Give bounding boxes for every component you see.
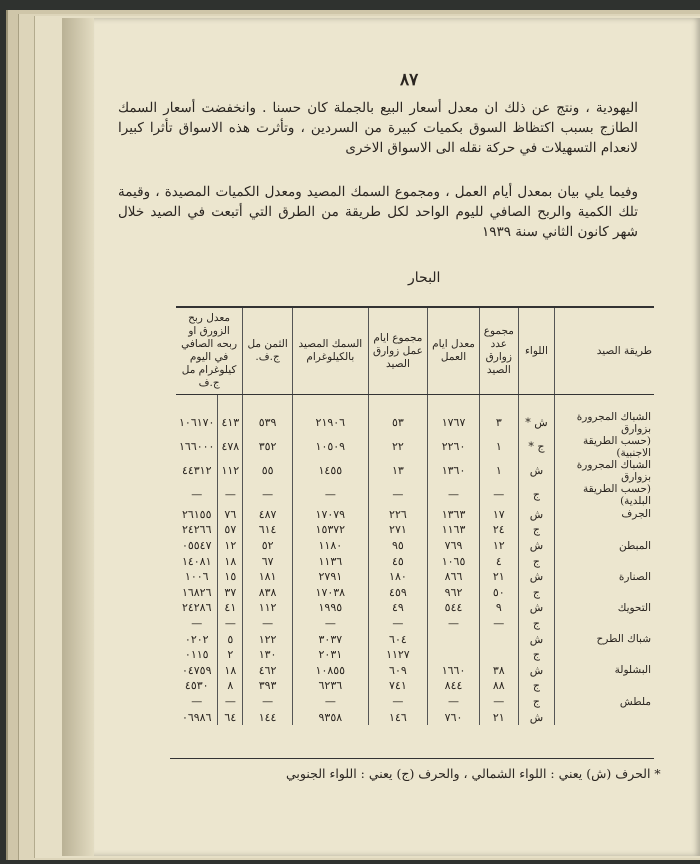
- spacer-cell: [428, 395, 480, 411]
- row-method: [555, 553, 654, 569]
- row-district: ج: [518, 483, 554, 507]
- row-price: ١٤٤: [243, 709, 293, 725]
- table-spacer: [176, 395, 654, 411]
- header-profit: معدل ربح الزورق او ربحه الصافي في اليوم كيلوغرام مل ج.ف: [176, 307, 243, 395]
- row-profit-total: ٠٦٩٨٦: [181, 710, 212, 724]
- footnote-rule: [170, 758, 654, 759]
- row-days: [428, 631, 480, 647]
- row-profit: ١١٢: [218, 459, 243, 483]
- row-boat-days: —: [368, 694, 428, 710]
- row-price: ٤٦٢: [243, 663, 293, 679]
- row-profit-total: —: [191, 617, 203, 631]
- row-days: ٧٦٩: [428, 538, 480, 554]
- row-price: —: [243, 616, 293, 632]
- row-boat-days: ٢٧١: [368, 522, 428, 538]
- row-profit: —: [218, 483, 243, 507]
- row-district: ج: [518, 553, 554, 569]
- row-method: [555, 647, 654, 663]
- row-profit-total: ١٠٦١٧٠: [179, 416, 215, 430]
- row-boat-days: ٩٥: [368, 538, 428, 554]
- row-boat-days: ٥٣: [368, 411, 428, 435]
- row-district: ج: [518, 694, 554, 710]
- row-days: ٨٤٤: [428, 678, 480, 694]
- row-days: ٨٦٦: [428, 569, 480, 585]
- row-profit-total: —: [191, 488, 203, 502]
- row-method: التحويك: [555, 600, 654, 616]
- row-profit-total: ١٦٨٢٦: [181, 585, 212, 599]
- row-price: ٣٥٢: [243, 435, 293, 459]
- row-catch: ١١٨٠: [293, 538, 369, 554]
- row-price: ٤٨٧: [243, 507, 293, 523]
- row-catch: ٢٧٩١: [293, 569, 369, 585]
- row-profit: ١٥: [218, 569, 243, 585]
- table-row: [176, 678, 654, 694]
- table-row: [176, 553, 654, 569]
- row-method: البشلولة: [555, 663, 654, 679]
- row-price: ٨٣٨: [243, 585, 293, 601]
- row-profit-total: ٠٥٥٤٧: [181, 539, 212, 553]
- page-number: ٨٧: [400, 70, 419, 90]
- row-catch: ١٠٨٥٥: [293, 663, 369, 679]
- row-profit-total: —: [191, 695, 203, 709]
- row-days: ٢٢٦٠: [428, 435, 480, 459]
- row-boat-days: ٤٥: [368, 553, 428, 569]
- row-method: شباك الطرح: [555, 631, 654, 647]
- paragraph: وفيما يلي بيان بمعدل أيام العمل ، ومجموع السمك المصيد ومعدل الكميات المصيدة ، وقيمة تلك الكمية والربح الصافي لليوم الواحد لكل طريقة من الطرق التي أتبعت في الصيد خلال شهر كانون الثاني سنة ١٩٣٩: [118, 184, 638, 240]
- row-price: —: [243, 694, 293, 710]
- row-method: [555, 678, 654, 694]
- book-gutter: [62, 18, 94, 856]
- spacer-cell: [479, 395, 518, 411]
- row-price: ١٨١: [243, 569, 293, 585]
- row-profit: ١٨: [218, 553, 243, 569]
- row-price: ٥٢: [243, 538, 293, 554]
- row-district: ش: [518, 663, 554, 679]
- row-profit: ٤١: [218, 600, 243, 616]
- row-method: [555, 709, 654, 725]
- row-profit: ٢: [218, 647, 243, 663]
- paragraph: اليهودية ، ونتج عن ذلك ان معدل أسعار البيع بالجملة كان حسنا . وانخفضت أسعار السمك الطازج بسبب اكتظاظ السوق بكميات كبيرة من السردين ، وتأثرت هذه الاسواق تأثرا كبيرا لانعدام التسهيلات في حركة نقله الى الاسواق الاخرى: [118, 100, 638, 156]
- row-boats: ١: [479, 459, 518, 483]
- row-district: ج: [518, 647, 554, 663]
- row-district: ج: [518, 585, 554, 601]
- row-boats: ٣: [479, 411, 518, 435]
- row-method: (حسب الطريقة البلدية): [555, 483, 654, 507]
- row-days: ١٧٦٧: [428, 411, 480, 435]
- row-profit-total: ١٠٠٦: [184, 570, 209, 584]
- table-row: [176, 459, 654, 483]
- row-method: [555, 616, 654, 632]
- row-boat-days: ٦٠٩: [368, 663, 428, 679]
- row-boats: [479, 631, 518, 647]
- row-profit-total: ٠١١٥: [184, 648, 209, 662]
- row-district: ش: [518, 569, 554, 585]
- row-catch: ١٩٩٥: [293, 600, 369, 616]
- row-days: —: [428, 694, 480, 710]
- row-boats: ٨٨: [479, 678, 518, 694]
- row-boat-days: ٤٩: [368, 600, 428, 616]
- row-catch: ٦٢٣٦: [293, 678, 369, 694]
- row-catch: ٩٣٥٨: [293, 709, 369, 725]
- row-boat-days: ١٤٦: [368, 709, 428, 725]
- header-method: طريقة الصيد: [555, 307, 654, 395]
- header-days: معدل ايام العمل: [428, 307, 480, 395]
- table-row: [176, 709, 654, 725]
- table-row: [176, 694, 654, 710]
- fishing-table: [176, 306, 654, 725]
- row-price: ٥٥: [243, 459, 293, 483]
- row-catch: ١٧٠٧٩: [293, 507, 369, 523]
- table-row: [176, 411, 654, 435]
- footnote: * الحرف (ش) يعني : اللواء الشمالي ، والحرف (ج) يعني : اللواء الجنوبي: [286, 766, 661, 781]
- row-district: ج *: [518, 435, 554, 459]
- table-row: [176, 647, 654, 663]
- row-boat-days: ٤٥٩: [368, 585, 428, 601]
- row-method: الصنارة: [555, 569, 654, 585]
- table-row: [176, 616, 654, 632]
- row-profit: ٧٦: [218, 507, 243, 523]
- row-profit: ٣٧: [218, 585, 243, 601]
- row-profit-total: ١٦٦٠٠٠: [179, 440, 215, 454]
- row-boats: ١٧: [479, 507, 518, 523]
- row-profit: ٨: [218, 678, 243, 694]
- row-price: ٦١٤: [243, 522, 293, 538]
- row-days: ٧٦٠: [428, 709, 480, 725]
- row-boat-days: —: [368, 616, 428, 632]
- row-boats: ٢١: [479, 709, 518, 725]
- row-method: [555, 522, 654, 538]
- row-price: ٥٣٩: [243, 411, 293, 435]
- row-method: الشباك المجرورة بزوارق: [555, 411, 654, 435]
- row-district: ج: [518, 616, 554, 632]
- row-boats: ١: [479, 435, 518, 459]
- row-boat-days: ١٨٠: [368, 569, 428, 585]
- table-row: [176, 569, 654, 585]
- row-boats: [479, 647, 518, 663]
- row-profit-total: ١٤٠٨١: [181, 554, 212, 568]
- row-boat-days: ١٣: [368, 459, 428, 483]
- row-days: [428, 647, 480, 663]
- row-district: ج: [518, 522, 554, 538]
- header-price: الثمن مل ج.ف.: [243, 307, 293, 395]
- row-method: (حسب الطريقة الاجنبية): [555, 435, 654, 459]
- spacer-cell: [176, 395, 218, 411]
- row-boats: ٩: [479, 600, 518, 616]
- row-profit: ١٨: [218, 663, 243, 679]
- table-row: [176, 522, 654, 538]
- row-catch: —: [293, 616, 369, 632]
- row-catch: ١٠٥٠٩: [293, 435, 369, 459]
- row-boats: ٢١: [479, 569, 518, 585]
- row-boats: ٤: [479, 553, 518, 569]
- row-profit: ٤١٣: [218, 411, 243, 435]
- row-method: الجرف: [555, 507, 654, 523]
- header-catch: السمك المصيد بالكيلوغرام: [293, 307, 369, 395]
- row-boats: ٢٤: [479, 522, 518, 538]
- spacer-cell: [243, 395, 293, 411]
- row-catch: —: [293, 694, 369, 710]
- row-profit-total: ٢٤٢٦٦: [181, 523, 212, 537]
- table-row: [176, 538, 654, 554]
- row-price: ٦٧: [243, 553, 293, 569]
- row-method: ملطش: [555, 694, 654, 710]
- row-boats: —: [479, 483, 518, 507]
- row-catch: ٢٠٣١: [293, 647, 369, 663]
- row-catch: ١٧٠٣٨: [293, 585, 369, 601]
- row-boat-days: ٢٢٦: [368, 507, 428, 523]
- row-profit: ١٢: [218, 538, 243, 554]
- row-profit-total: ٤٥٣٠: [184, 679, 209, 693]
- row-price: —: [243, 483, 293, 507]
- row-days: ١١٦٣: [428, 522, 480, 538]
- spacer-cell: [218, 395, 243, 411]
- table-row: [176, 600, 654, 616]
- table-row: [176, 435, 654, 459]
- row-profit: —: [218, 616, 243, 632]
- row-profit-total: ٤٤٣١٢: [181, 464, 212, 478]
- row-district: ج: [518, 678, 554, 694]
- row-boat-days: —: [368, 483, 428, 507]
- spacer-cell: [293, 395, 369, 411]
- row-days: ١٠٦٥: [428, 553, 480, 569]
- row-catch: —: [293, 483, 369, 507]
- row-method: المبطن: [555, 538, 654, 554]
- row-days: —: [428, 616, 480, 632]
- row-district: ش: [518, 507, 554, 523]
- table-row: [176, 663, 654, 679]
- row-district: ش: [518, 600, 554, 616]
- row-profit-total: ٢٤٢٨٦: [181, 601, 212, 615]
- row-boats: —: [479, 616, 518, 632]
- row-days: ٥٤٤: [428, 600, 480, 616]
- row-days: ١٦٦٠: [428, 663, 480, 679]
- row-price: ١٢٢: [243, 631, 293, 647]
- row-profit: ٦٤: [218, 709, 243, 725]
- row-catch: ١٥٣٧٢: [293, 522, 369, 538]
- row-days: ١٣٦٣: [428, 507, 480, 523]
- row-profit-total: ٢٦١٥٥: [181, 507, 212, 521]
- table-row: [176, 631, 654, 647]
- spacer-cell: [518, 395, 554, 411]
- row-profit: —: [218, 694, 243, 710]
- row-boat-days: ٧٤١: [368, 678, 428, 694]
- row-boat-days: ٢٢: [368, 435, 428, 459]
- row-price: ٣٩٣: [243, 678, 293, 694]
- row-boat-days: ١١٢٧: [368, 647, 428, 663]
- row-boats: ٥٠: [479, 585, 518, 601]
- header-district: اللواء: [518, 307, 554, 395]
- row-profit: ٤٧٨: [218, 435, 243, 459]
- row-boat-days: ٦٠٤: [368, 631, 428, 647]
- row-district: ش: [518, 631, 554, 647]
- row-district: ش: [518, 459, 554, 483]
- table-row: [176, 585, 654, 601]
- row-catch: ١٤٥٥: [293, 459, 369, 483]
- row-profit-total: ٠٢٠٢: [184, 632, 209, 646]
- table-row: [176, 507, 654, 523]
- row-district: ش: [518, 538, 554, 554]
- table-caption: البحار: [408, 270, 441, 286]
- row-price: ١٣٠: [243, 647, 293, 663]
- row-profit: ٥: [218, 631, 243, 647]
- row-catch: ٣٠٣٧: [293, 631, 369, 647]
- row-days: ٩٦٢: [428, 585, 480, 601]
- row-catch: ١١٣٦: [293, 553, 369, 569]
- spacer-cell: [368, 395, 428, 411]
- row-boats: —: [479, 694, 518, 710]
- row-district: ش: [518, 709, 554, 725]
- row-catch: ٢١٩٠٦: [293, 411, 369, 435]
- row-boats: ٣٨: [479, 663, 518, 679]
- table-row: [176, 483, 654, 507]
- row-method: [555, 585, 654, 601]
- row-method: الشباك المجرورة بزوارق: [555, 459, 654, 483]
- spacer-cell: [555, 395, 654, 411]
- row-price: ١١٢: [243, 600, 293, 616]
- row-days: ١٣٦٠: [428, 459, 480, 483]
- row-profit: ٥٧: [218, 522, 243, 538]
- row-profit-total: ٠٤٧٥٩: [181, 663, 212, 677]
- header-boats: مجموع عدد زوارق الصيد: [479, 307, 518, 395]
- row-boats: ١٢: [479, 538, 518, 554]
- row-days: —: [428, 483, 480, 507]
- row-district: ش *: [518, 411, 554, 435]
- header-boat-days: مجموع ايام عمل زوارق الصيد: [368, 307, 428, 395]
- table-header-row: [176, 307, 654, 395]
